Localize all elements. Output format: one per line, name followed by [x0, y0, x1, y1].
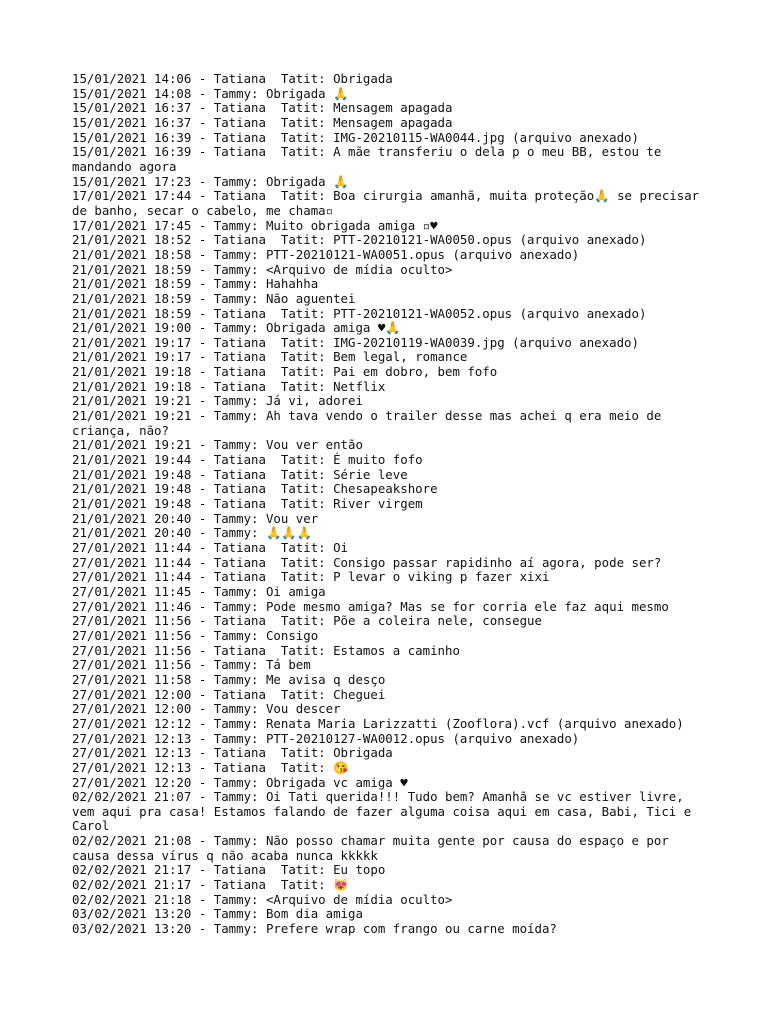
chat-message-line: 21/01/2021 19:48 - Tatiana Tatit: River virgem — [72, 496, 423, 512]
chat-message-line: 02/02/2021 21:18 - Tammy: <Arquivo de mídia oculto> — [72, 891, 453, 907]
chat-message-line: 27/01/2021 12:00 - Tatiana Tatit: Cheguei — [72, 686, 386, 702]
chat-message-line: 15/01/2021 14:06 - Tatiana Tatit: Obrigada — [72, 71, 393, 86]
chat-message-line: 21/01/2021 19:00 - Tammy: Obrigada amiga ♥🙏 — [72, 320, 401, 336]
chat-message-line: 21/01/2021 19:21 - Tammy: Ah tava vendo o trailer desse mas achei q era meio de criança, não? — [72, 408, 669, 438]
chat-message-line: 21/01/2021 18:59 - Tatiana Tatit: PTT-20210121-WA0052.opus (arquivo anexado) — [72, 305, 647, 321]
chat-message-line: 27/01/2021 11:44 - Tatiana Tatit: Consigo passar rapidinho aí agora, pode ser? — [72, 554, 662, 570]
chat-message-line: 27/01/2021 11:44 - Tatiana Tatit: Oi — [72, 540, 349, 555]
chat-message-line: 21/01/2021 19:21 - Tammy: Já vi, adorei — [72, 393, 363, 409]
chat-message-line: 03/02/2021 13:20 - Tammy: Prefere wrap com frango ou carne moída? — [72, 921, 557, 937]
chat-message-line: 21/01/2021 18:58 - Tammy: PTT-20210121-WA0051.opus (arquivo anexado) — [72, 246, 580, 262]
chat-message-line: 27/01/2021 12:12 - Tammy: Renata Maria Larizzatti (Zooflora).vcf (arquivo anexado) — [72, 715, 684, 731]
chat-message-line: 21/01/2021 19:18 - Tatiana Tatit: Pai em dobro, bem fofo — [72, 364, 498, 380]
chat-message-line: 15/01/2021 17:23 - Tammy: Obrigada 🙏 — [72, 173, 349, 189]
chat-message-line: 27/01/2021 12:13 - Tammy: PTT-20210127-WA0012.opus (arquivo anexado) — [72, 730, 580, 746]
chat-message-line: 27/01/2021 12:00 - Tammy: Vou descer — [72, 701, 341, 717]
chat-message-line: 21/01/2021 19:44 - Tatiana Tatit: É muito fofo — [72, 452, 423, 468]
chat-message-line: 27/01/2021 11:56 - Tammy: Tá bem — [72, 657, 311, 673]
chat-message-line: 15/01/2021 16:37 - Tatiana Tatit: Mensagem apagada — [72, 100, 453, 116]
chat-transcript — [72, 71, 707, 937]
chat-message-line: 02/02/2021 21:07 - Tammy: Oi Tati querida!!! Tudo bem? Amanhã se vc estiver livre, vem aqui pra casa! Estamos falando de fazer alguma coisa aqui em casa, Babi, Tici e Carol — [72, 789, 699, 834]
chat-message-line: 27/01/2021 11:56 - Tatiana Tatit: Estamos a caminho — [72, 642, 460, 658]
chat-message-line: 21/01/2021 20:40 - Tammy: 🙏🙏🙏 — [72, 525, 313, 541]
chat-message-line: 15/01/2021 16:39 - Tatiana Tatit: IMG-20210115-WA0044.jpg (arquivo anexado) — [72, 129, 639, 145]
chat-message-line: 27/01/2021 11:44 - Tatiana Tatit: P levar o viking p fazer xixi — [72, 569, 550, 585]
chat-message-line: 21/01/2021 19:17 - Tatiana Tatit: Bem legal, romance — [72, 349, 468, 365]
chat-message-line: 15/01/2021 16:39 - Tatiana Tatit: A mãe transferiu o dela p o meu BB, estou te mandando agora — [72, 144, 669, 174]
chat-message-line: 27/01/2021 11:46 - Tammy: Pode mesmo amiga? Mas se for corria ele faz aqui mesmo — [72, 598, 669, 614]
chat-message-line: 27/01/2021 11:56 - Tammy: Consigo — [72, 627, 319, 643]
chat-message-line: 17/01/2021 17:44 - Tatiana Tatit: Boa cirurgia amanhã, muita proteção🙏 se precisar de banho, secar o cabelo, me chama▫ — [72, 188, 707, 218]
chat-message-line: 15/01/2021 16:37 - Tatiana Tatit: Mensagem apagada — [72, 114, 453, 130]
chat-message-line: 21/01/2021 19:48 - Tatiana Tatit: Série leve — [72, 466, 408, 482]
chat-message-line: 21/01/2021 18:52 - Tatiana Tatit: PTT-20210121-WA0050.opus (arquivo anexado) — [72, 232, 647, 248]
chat-message-line: 02/02/2021 21:08 - Tammy: Não posso chamar muita gente por causa do espaço e por causa dessa vírus q não acaba nunca kkkkk — [72, 833, 677, 863]
chat-message-line: 21/01/2021 18:59 - Tammy: Hahahha — [72, 276, 319, 292]
chat-message-line: 21/01/2021 19:21 - Tammy: Vou ver então — [72, 437, 363, 453]
chat-message-line: 27/01/2021 12:13 - Tatiana Tatit: Obrigada — [72, 745, 393, 761]
chat-message-line: 21/01/2021 18:59 - Tammy: Não aguentei — [72, 290, 356, 306]
chat-message-line: 27/01/2021 12:13 - Tatiana Tatit: 😘 — [72, 759, 349, 775]
chat-message-line: 27/01/2021 11:45 - Tammy: Oi amiga — [72, 583, 326, 599]
chat-message-line: 27/01/2021 12:20 - Tammy: Obrigada vc amiga ♥ — [72, 774, 408, 790]
chat-message-line: 15/01/2021 14:08 - Tammy: Obrigada 🙏 — [72, 85, 349, 101]
chat-message-line: 27/01/2021 11:56 - Tatiana Tatit: Põe a coleira nele, consegue — [72, 613, 542, 629]
chat-message-line: 03/02/2021 13:20 - Tammy: Bom dia amiga — [72, 906, 363, 922]
chat-message-line: 21/01/2021 18:59 - Tammy: <Arquivo de mídia oculto> — [72, 261, 453, 277]
chat-message-line: 27/01/2021 11:58 - Tammy: Me avisa q desço — [72, 671, 386, 687]
chat-message-line: 02/02/2021 21:17 - Tatiana Tatit: Eu topo — [72, 862, 386, 878]
chat-message-line: 21/01/2021 19:48 - Tatiana Tatit: Chesapeakshore — [72, 481, 438, 497]
chat-message-line: 02/02/2021 21:17 - Tatiana Tatit: 😻 — [72, 877, 349, 893]
chat-message-line: 21/01/2021 19:18 - Tatiana Tatit: Netflix — [72, 378, 386, 394]
chat-message-line: 21/01/2021 19:17 - Tatiana Tatit: IMG-20210119-WA0039.jpg (arquivo anexado) — [72, 334, 639, 350]
chat-message-line: 21/01/2021 20:40 - Tammy: Vou ver — [72, 510, 319, 526]
chat-message-line: 17/01/2021 17:45 - Tammy: Muito obrigada amiga ▫♥ — [72, 217, 438, 233]
